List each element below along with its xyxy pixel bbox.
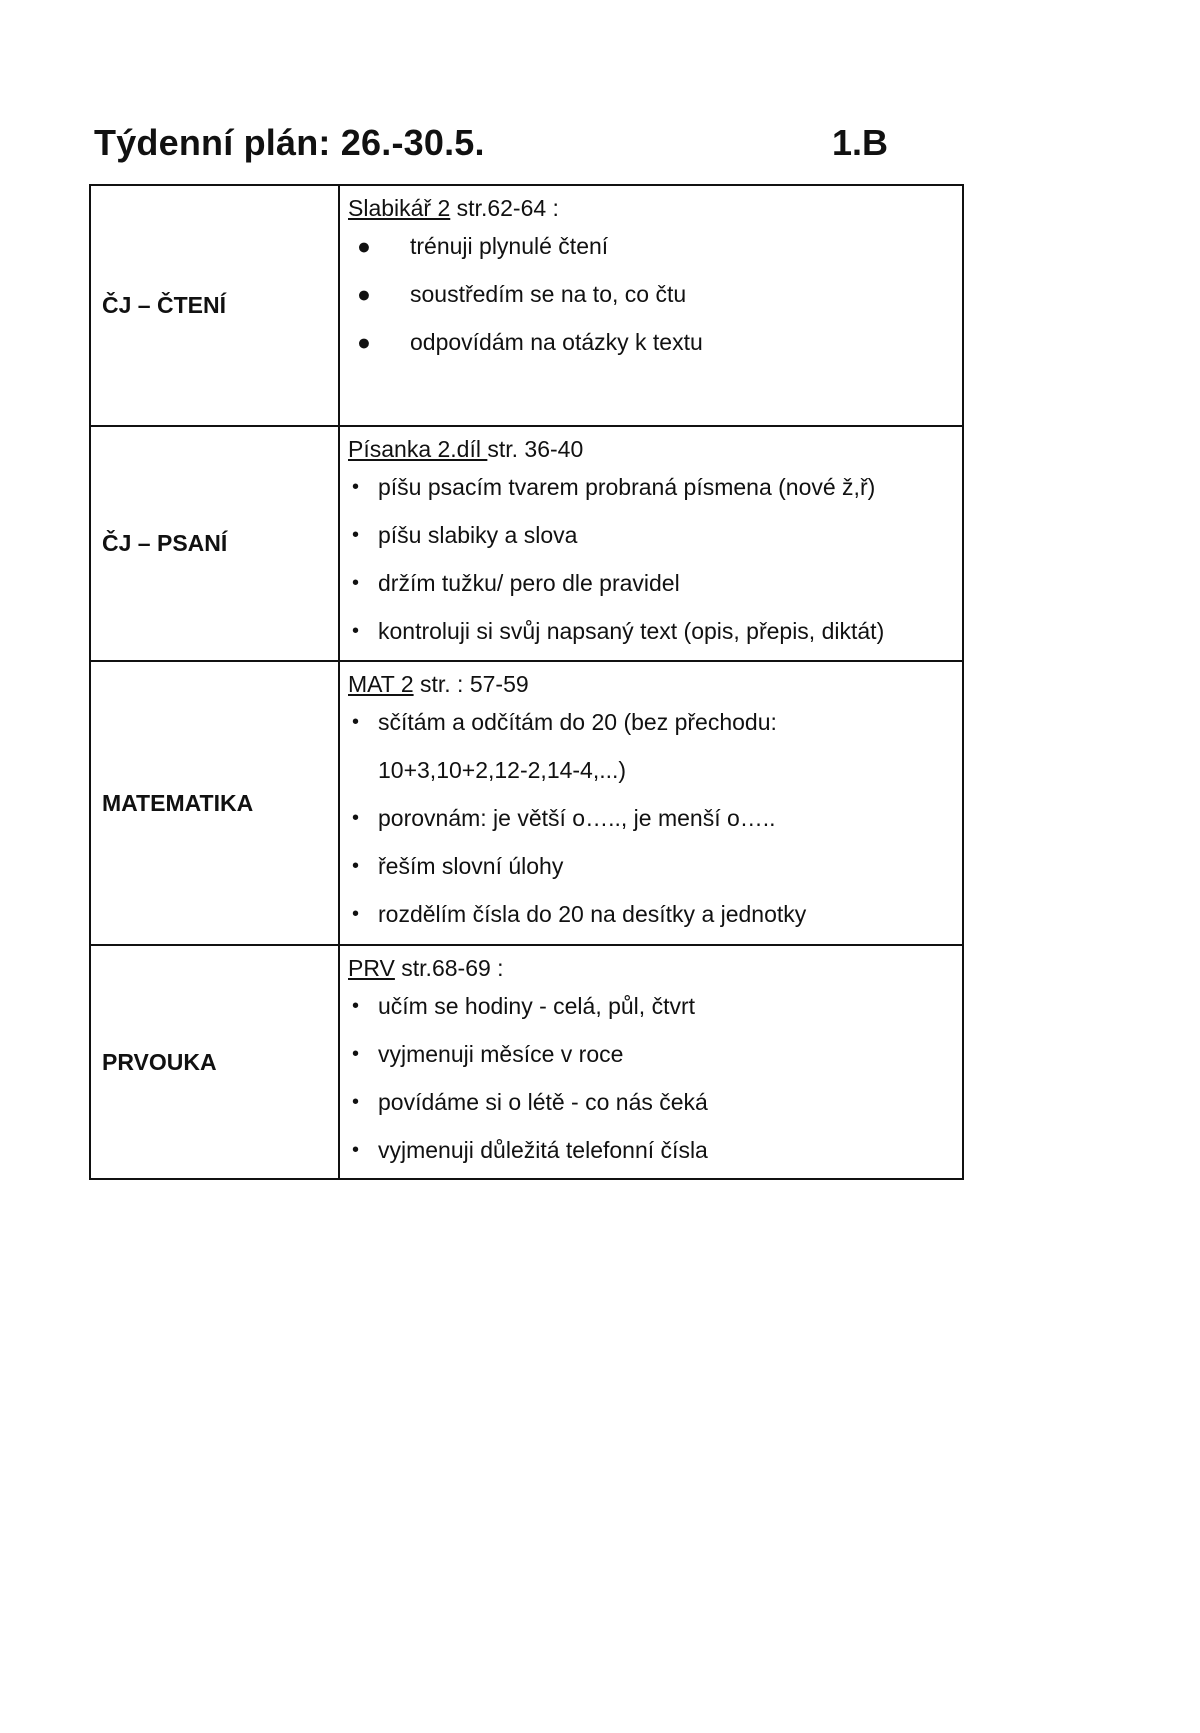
- bullet-icon: ●: [357, 329, 371, 355]
- item-text: vyjmenuji měsíce v roce: [378, 1041, 624, 1067]
- bullet-icon: •: [352, 1091, 360, 1113]
- bullet-icon: •: [352, 476, 360, 498]
- content-cell: [339, 945, 963, 1179]
- bullet-icon: •: [352, 807, 360, 829]
- subject-cell: PRVOUKA: [90, 945, 339, 1179]
- item-text: učím se hodiny - celá, půl, čtvrt: [378, 993, 696, 1019]
- item-text: soustředím se na to, co čtu: [410, 281, 687, 307]
- item-text: porovnám: je větší o….., je menší o…..: [378, 805, 776, 831]
- list-item: [348, 1030, 956, 1078]
- bullet-icon: •: [352, 711, 360, 733]
- list-item-continuation: [348, 746, 956, 794]
- content-cell: [339, 661, 963, 945]
- objectives-list: [348, 222, 956, 366]
- item-text: odpovídám na otázky k textu: [410, 329, 703, 355]
- item-text: sčítám a odčítám do 20 (bez přechodu:: [378, 709, 777, 735]
- table-row-psani: [90, 426, 963, 661]
- bullet-icon: •: [352, 620, 360, 642]
- bullet-icon: •: [352, 995, 360, 1017]
- class-label: 1.B: [832, 122, 889, 163]
- list-item: [348, 1126, 956, 1174]
- list-item: [348, 890, 956, 938]
- list-item: [348, 794, 956, 842]
- subject-cell: ČJ – PSANÍ: [90, 426, 339, 661]
- bullet-icon: •: [352, 903, 360, 925]
- page-range: str.62-64 :: [450, 195, 559, 221]
- bullet-icon: •: [352, 1139, 360, 1161]
- subject-cell: MATEMATIKA: [90, 661, 339, 945]
- objectives-list: [348, 698, 956, 938]
- subject-cell: ČJ – ČTENÍ: [90, 185, 339, 426]
- book-name: PRV: [348, 955, 395, 981]
- page-range: str. 36-40: [487, 436, 584, 462]
- list-item: [348, 559, 956, 607]
- content-cell: [339, 426, 963, 661]
- table-row-cteni: [90, 185, 963, 426]
- bullet-icon: •: [352, 1043, 360, 1065]
- bullet-icon: •: [352, 855, 360, 877]
- item-text: píšu slabiky a slova: [378, 522, 578, 548]
- list-item: [348, 698, 956, 746]
- page-range: str.68-69 :: [394, 955, 504, 981]
- item-text: povídáme si o létě - co nás čeká: [378, 1089, 708, 1115]
- source-line: [348, 435, 956, 463]
- bullet-icon: •: [352, 524, 360, 546]
- list-item: [348, 842, 956, 890]
- list-item: [348, 270, 956, 318]
- bullet-icon: •: [352, 572, 360, 594]
- page-range: str. : 57-59: [413, 671, 529, 697]
- list-item: [348, 463, 956, 511]
- source-line: [348, 194, 956, 222]
- item-text: trénuji plynulé čtení: [410, 233, 609, 259]
- table-row-prvouka: [90, 945, 963, 1179]
- item-text: píšu psacím tvarem probraná písmena (nové ž,ř): [378, 474, 876, 500]
- item-text: rozdělím čísla do 20 na desítky a jednotky: [378, 901, 807, 927]
- list-item: [348, 318, 956, 366]
- item-text: řeším slovní úlohy: [378, 853, 564, 879]
- objectives-list: [348, 463, 956, 655]
- list-item: [348, 607, 956, 655]
- book-name: MAT 2: [348, 671, 414, 697]
- bullet-icon: ●: [357, 281, 371, 307]
- list-item: [348, 222, 956, 270]
- bullet-icon: ●: [357, 233, 371, 259]
- list-item: [348, 511, 956, 559]
- item-text: držím tužku/ pero dle pravidel: [378, 570, 680, 596]
- source-line: [348, 670, 956, 698]
- table-row-matematika: [90, 661, 963, 945]
- book-name: Slabikář 2: [348, 195, 451, 221]
- list-item: [348, 982, 956, 1030]
- book-name: Písanka 2.díl: [348, 436, 488, 462]
- content-cell: [339, 185, 963, 426]
- item-text: 10+3,10+2,12-2,14-4,...): [378, 757, 627, 783]
- weekly-plan-table: [89, 184, 964, 1180]
- page-title: Týdenní plán: 26.-30.5.: [94, 122, 485, 163]
- item-text: vyjmenuji důležitá telefonní čísla: [378, 1137, 708, 1163]
- item-text: kontroluji si svůj napsaný text (opis, přepis, diktát): [378, 618, 885, 644]
- source-line: [348, 954, 956, 982]
- objectives-list: [348, 982, 956, 1174]
- list-item: [348, 1078, 956, 1126]
